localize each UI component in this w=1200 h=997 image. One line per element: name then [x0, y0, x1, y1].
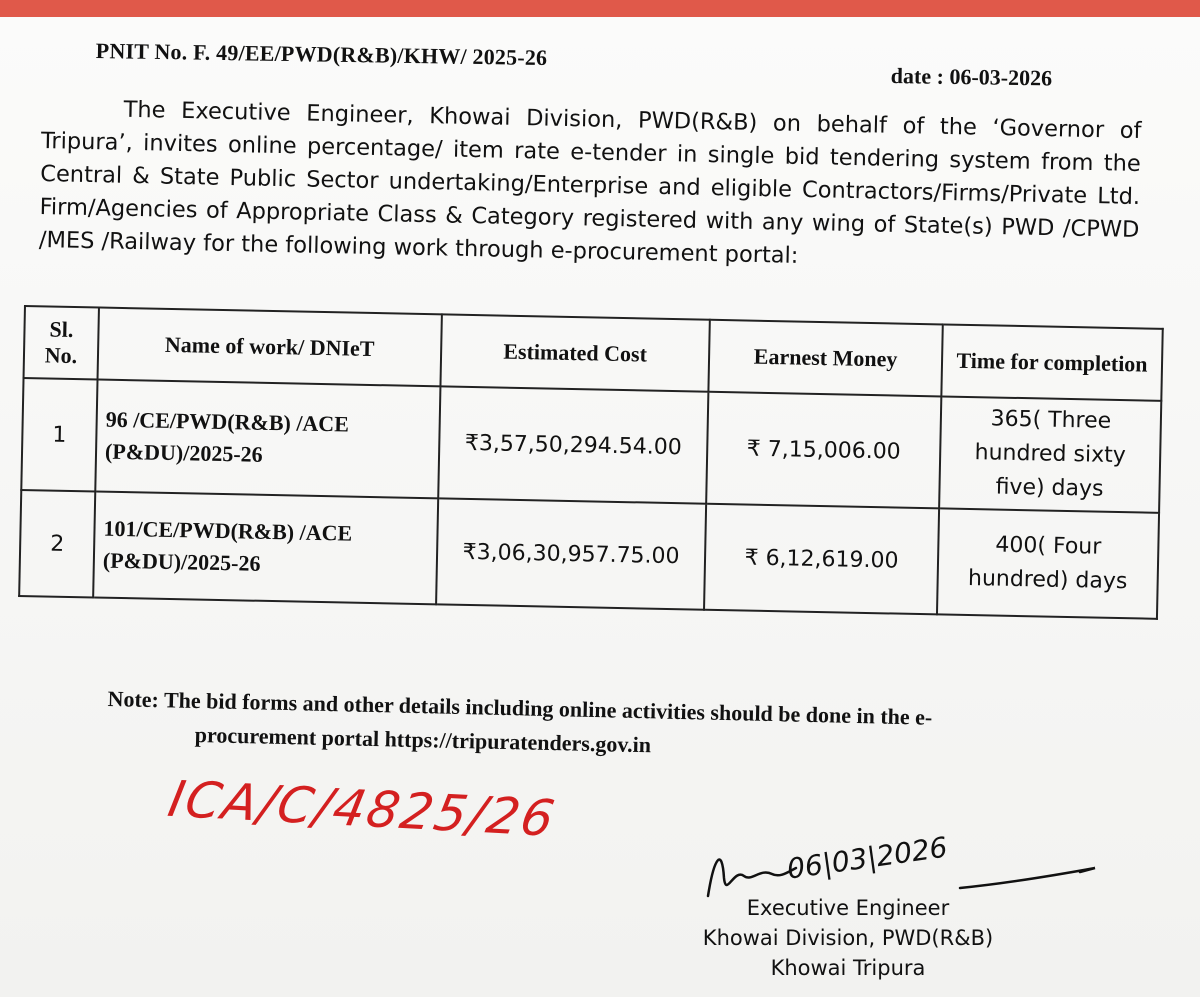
signatory-block: [678, 893, 1018, 983]
signatory-title: Executive Engineer: [746, 896, 950, 920]
header-time-for-completion: Time for completion: [941, 324, 1162, 400]
signature-date: 06|03|2026: [785, 830, 950, 886]
top-color-bar: [0, 0, 1200, 17]
note-line-1: Note: The bid forms and other details including online activities should be done in the e-: [107, 685, 933, 730]
signatory-division: Khowai Division, PWD(R&B): [702, 926, 994, 950]
row-work-name: 96 /CE/PWD(R&B) /ACE (P&DU)/2025-26: [95, 379, 440, 498]
tender-table: [18, 305, 1164, 620]
header-name-of-work: Name of work/ DNIeT: [98, 308, 442, 387]
row-earnest-money: ₹ 7,15,006.00: [706, 392, 941, 509]
table-row: [19, 490, 1159, 619]
header-earnest-money: Earnest Money: [708, 320, 942, 397]
row-completion-time: 365( Three hundred sixty five) days: [939, 396, 1161, 512]
row-estimated-cost: ₹3,57,50,294.54.00: [438, 386, 708, 503]
header-sl-no: Sl. No.: [24, 306, 99, 379]
row-estimated-cost: ₹3,06,30,957.75.00: [436, 498, 706, 609]
handwritten-reference: ICA/C/4825/26: [163, 770, 561, 848]
note-line-2: procurement portal https://tripuratenders.gov.in: [194, 721, 652, 758]
notice-reference-number: PNIT No. F. 49/EE/PWD(R&B)/KHW/ 2025-26: [95, 38, 548, 71]
signatory-place: Khowai Tripura: [770, 956, 926, 980]
row-earnest-money: ₹ 6,12,619.00: [704, 504, 939, 615]
header-estimated-cost: Estimated Cost: [440, 314, 709, 391]
row-work-name: 101/CE/PWD(R&B) /ACE (P&DU)/2025-26: [93, 491, 438, 604]
notice-date: date : 06-03-2026: [890, 63, 1053, 91]
notice-body: The Executive Engineer, Khowai Division, PWD(R&B) on behalf of the ‘Governor of Tripura’, invites online percentage/ item rate e-tender in single bid tendering system from the Central & State Public Sector undertaking/Enterprise and eligible Contractors/Firms/Private Ltd. Firm/Agencies of Appropriate Class & Category registered with any wing of State(s) PWD /CPWD /MES /Railway for the following work through e-procurement portal:: [38, 96, 1142, 269]
row-sl-no: 2: [19, 490, 95, 597]
row-completion-time: 400( Four hundred) days: [937, 508, 1159, 618]
row-sl-no: 1: [21, 378, 97, 491]
